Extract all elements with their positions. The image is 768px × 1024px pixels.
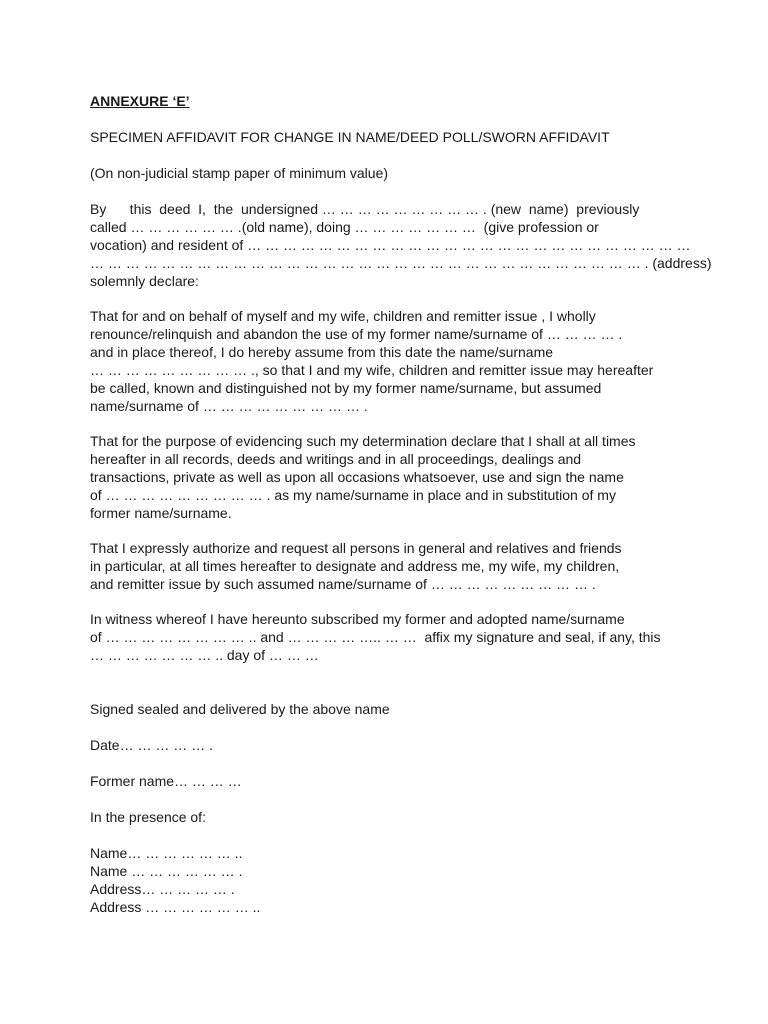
paragraph-line: former name/surname.	[90, 505, 232, 521]
paragraph-line: be called, known and distinguished not by my former name/surname, but assumed	[90, 380, 602, 396]
paragraph-line: … … … … … … … … … … … … … … … … … … … … … … … … … … … … … … … . (address)	[90, 255, 712, 271]
paragraph-line: of … … … … … … … … … . as my name/surname in place and in substitution of my	[90, 487, 616, 503]
paragraph-line: transactions, private as well as upon all occasions whatsoever, use and sign the name	[90, 469, 624, 485]
signed-statement: Signed sealed and delivered by the above name	[90, 701, 390, 717]
paragraph-line: hereafter in all records, deeds and writings and in all proceedings, dealings and	[90, 451, 582, 467]
paragraph-line: and remitter issue by such assumed name/surname of … … … … … … … … … .	[90, 576, 596, 592]
witness-name-field: Name … … … … … … .	[90, 863, 243, 879]
witness-address-field: Address… … … … … .	[90, 881, 235, 897]
paragraph-witness	[90, 610, 690, 664]
paragraph-line: of … … … … … … … … .. and … … … … ….. … … affix my signature and seal, if any, this	[90, 629, 661, 645]
paragraph-line: By this deed I, the undersigned … … … … … … … … … . (new name) previously	[90, 201, 640, 217]
paragraph-line: in particular, at all times hereafter to designate and address me, my wife, my children,	[90, 558, 620, 574]
paragraph-line: That for and on behalf of myself and my wife, children and remitter issue , I wholly	[90, 308, 596, 324]
annexure-title: ANNEXURE ‘E’	[90, 93, 190, 109]
stamp-note: (On non-judicial stamp paper of minimum value)	[90, 165, 389, 181]
paragraph-line: and in place thereof, I do hereby assume from this date the name/surname	[90, 344, 554, 360]
witness-fields	[90, 844, 690, 916]
date-field: Date… … … … … .	[90, 737, 213, 753]
paragraph-line: solemnly declare:	[90, 273, 199, 289]
paragraph-line: called … … … … … … .(old name), doing … … … … … … … (give profession or	[90, 219, 599, 235]
presence-heading: In the presence of:	[90, 809, 206, 825]
paragraph-line: That I expressly authorize and request all persons in general and relatives and friends	[90, 540, 622, 556]
paragraph-renounce	[90, 307, 690, 415]
paragraph-line: That for the purpose of evidencing such my determination declare that I shall at all times	[90, 433, 636, 449]
paragraph-purpose	[90, 432, 690, 522]
paragraph-authorize	[90, 539, 690, 593]
paragraph-line: In witness whereof I have hereunto subscribed my former and adopted name/surname	[90, 611, 625, 627]
witness-name-field: Name… … … … … … ..	[90, 845, 243, 861]
former-name-field: Former name… … … …	[90, 773, 242, 789]
paragraph-line: … … … … … … … .. day of … … …	[90, 647, 319, 663]
paragraph-intro	[90, 200, 712, 290]
paragraph-line: vocation) and resident of … … … … … … … … … … … … … … … … … … … … … … … … …	[90, 237, 691, 253]
specimen-title: SPECIMEN AFFIDAVIT FOR CHANGE IN NAME/DEED POLL/SWORN AFFIDAVIT	[90, 129, 610, 145]
paragraph-line: name/surname of … … … … … … … … … .	[90, 398, 368, 414]
paragraph-line: renounce/relinquish and abandon the use of my former name/surname of … … … … .	[90, 326, 623, 342]
witness-address-field: Address … … … … … … ..	[90, 899, 261, 915]
affidavit-document	[90, 92, 712, 916]
paragraph-line: … … … … … … … … … ., so that I and my wife, children and remitter issue may hereafter	[90, 362, 654, 378]
